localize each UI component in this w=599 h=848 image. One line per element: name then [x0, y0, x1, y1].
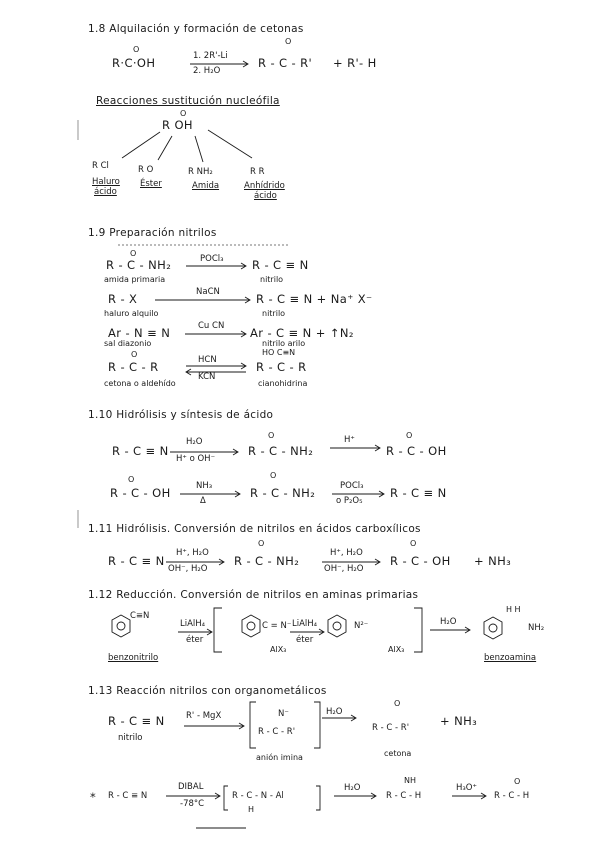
- r4b-1-9: cianohidrina: [258, 379, 308, 388]
- r3a-1-9: sal diazonio: [104, 339, 152, 348]
- reg1-last: DIBAL: [178, 782, 204, 792]
- a1-1-10: R - C ≡ N: [112, 444, 169, 458]
- r2reg-1-9: NaCN: [196, 287, 220, 297]
- arrow-to-amide: [195, 136, 203, 162]
- reg3-last: H₂O: [344, 783, 361, 793]
- r2-1-9: R - X: [108, 292, 138, 306]
- r1-1-9: R - C - NH₂: [106, 258, 172, 272]
- carbonyl-last: O: [514, 777, 521, 786]
- benzene-ring-1: [112, 615, 130, 637]
- r3p-1-9: Ar - C ≡ N + ↑N₂: [250, 326, 354, 340]
- p-label-1-13: cetona: [384, 749, 412, 758]
- r4p-1-9: R - C - R: [256, 360, 307, 374]
- carbonyl-1-11-b: O: [410, 539, 417, 548]
- reg2-1-12: éter: [186, 635, 204, 645]
- reagent-1-8-a: 1. 2R'-Li: [193, 51, 228, 61]
- mid2top-last: NH: [404, 776, 416, 785]
- bracket-right-2: [414, 608, 422, 652]
- b1reg2-1-10: Δ: [200, 496, 206, 506]
- bracket-1-13-left: [250, 702, 256, 748]
- carbonyl-1-8: O: [133, 45, 140, 54]
- mid1-1-12: C = N⁻: [262, 621, 292, 631]
- b1reg4-1-10: o P₂O₅: [336, 496, 363, 506]
- reg4-1-12: éter: [296, 635, 314, 645]
- by-1-11: + NH₃: [474, 554, 512, 568]
- benzene-ring-3: [328, 615, 346, 637]
- mid-1-13: R - C - R': [258, 727, 296, 737]
- benzene-ring-2: [242, 615, 260, 637]
- r4reg1-1-9: HCN: [198, 355, 217, 365]
- mid-last: R - C - N - Al: [232, 791, 284, 801]
- carbonyl-1-10-b: O: [406, 431, 413, 440]
- l1-1-12: benzonitrilo: [108, 653, 159, 663]
- reactant-1-8: R·C·OH: [112, 56, 156, 70]
- mid1b-1-12: AlX₃: [270, 645, 287, 654]
- r3b-1-9: nitrilo arilo: [262, 339, 306, 348]
- r2a-1-9: haluro alquilo: [104, 309, 159, 318]
- carbonyl-1-9-a: O: [130, 249, 137, 258]
- nucl-p4: R R: [250, 167, 265, 177]
- prod-1-12: NH₂: [528, 623, 545, 633]
- nucl-title: Reacciones sustitución nucleófila: [96, 95, 280, 107]
- r-last: R - C ≡ N: [108, 791, 148, 801]
- nucl-label-anhydride-a: Anhídrido: [244, 181, 285, 191]
- section-title-1-11: 1.11 Hidrólisis. Conversión de nitrilos en ácidos carboxílicos: [88, 523, 421, 535]
- bracket-last-right: [316, 786, 320, 810]
- star-mark: *: [90, 790, 97, 804]
- reg1-1-11: H⁺, H₂O: [176, 548, 209, 558]
- reg4-1-11: OH⁻, H₂O: [324, 564, 364, 574]
- r3-1-9: Ar - N ≡ N: [108, 326, 171, 340]
- r4a-1-9: cetona o aldehído: [104, 379, 176, 388]
- by-1-13: + NH₃: [440, 714, 478, 728]
- reagent-1-8-b: 2. H₂O: [193, 66, 221, 76]
- byproduct-1-8: + R'- H: [333, 56, 377, 70]
- bracket-1-13-right: [314, 702, 320, 748]
- reg5-1-12: H₂O: [440, 617, 457, 627]
- r-1-13: R - C ≡ N: [108, 714, 165, 728]
- b1p-1-10: R - C ≡ N: [390, 486, 447, 500]
- carbonyl-1-9-d: O: [131, 350, 138, 359]
- r4reg2-1-9: KCN: [198, 372, 216, 382]
- product-1-8: R - C - R': [258, 56, 313, 70]
- arrow-to-anhydride: [208, 130, 252, 158]
- nucl-p1: R Cl: [92, 161, 109, 171]
- r1a-1-9: amida primaria: [104, 275, 166, 284]
- nucl-p2: R O: [138, 165, 154, 175]
- r1p-1-9: R - C ≡ N: [252, 258, 309, 272]
- nucl-p3: R NH₂: [188, 167, 213, 177]
- l2-1-12: benzoamina: [484, 653, 537, 663]
- mid-1-11: R - C - NH₂: [234, 554, 300, 568]
- r-label-1-13: nitrilo: [118, 733, 143, 743]
- sub-1-12: C≡N: [130, 611, 150, 621]
- r1b-1-9: nitrilo: [260, 275, 284, 284]
- reg2-last: -78°C: [180, 799, 205, 809]
- midH-last: H: [248, 805, 255, 814]
- section-title-1-8: 1.8 Alquilación y formación de cetonas: [88, 23, 304, 35]
- carbonyl-1-10-c: O: [128, 475, 135, 484]
- r2b-1-9: nitrilo: [262, 309, 286, 318]
- nucl-label-ester: Éster: [140, 179, 162, 189]
- r2p-1-9: R - C ≡ N + Na⁺ X⁻: [256, 292, 373, 306]
- reg1-1-12: LiAlH₄: [180, 619, 206, 629]
- b1reg3-1-10: POCl₃: [340, 481, 364, 491]
- reg3-1-12: LiAlH₄: [292, 619, 318, 629]
- bracket-left-1: [214, 608, 222, 652]
- reg1-1-13: R' - MgX: [186, 711, 222, 721]
- mid2b-1-12: AlX₃: [388, 645, 405, 654]
- section-title-1-9: 1.9 Preparación nitrilos: [88, 227, 217, 239]
- reg2-1-13: H₂O: [326, 707, 343, 717]
- a1reg3-1-10: H⁺: [344, 435, 355, 445]
- carbonyl-1-8-product: O: [285, 37, 292, 46]
- r1reg-1-9: POCl₃: [200, 254, 224, 264]
- r-1-11: R - C ≡ N: [108, 554, 165, 568]
- bracket-last-left: [224, 786, 228, 810]
- carbonyl-1-11-a: O: [258, 539, 265, 548]
- a1p-1-10: R - C - OH: [386, 444, 447, 458]
- p-last: R - C - H: [494, 791, 530, 801]
- reg3-1-11: H⁺, H₂O: [330, 548, 363, 558]
- a1reg1-1-10: H₂O: [186, 437, 203, 447]
- prodH-1-12: H H: [506, 605, 521, 614]
- arrow-to-ester: [158, 136, 172, 160]
- arrow-to-halide: [122, 132, 160, 158]
- carbonyl-1-13: O: [394, 699, 401, 708]
- midN-1-13: N⁻: [278, 709, 289, 719]
- section-title-1-13: 1.13 Reacción nitrilos con organometálicos: [88, 685, 327, 697]
- carbonyl-1-10-a: O: [268, 431, 275, 440]
- benzene-ring-4: [484, 617, 502, 639]
- reg4-last: H₃O⁺: [456, 783, 477, 793]
- r3c-1-9: HO C≡N: [262, 348, 296, 357]
- mid-label-1-13: anión imina: [256, 753, 303, 762]
- b1-1-10: R - C - OH: [110, 486, 171, 500]
- p-1-13: R - C - R': [372, 723, 410, 733]
- nucl-label-halide-a: Haluro: [92, 177, 120, 187]
- b1mid-1-10: R - C - NH₂: [250, 486, 316, 500]
- a1mid-1-10: R - C - NH₂: [248, 444, 314, 458]
- mid2-last: R - C - H: [386, 791, 422, 801]
- a1reg2-1-10: H⁺ o OH⁻: [176, 454, 216, 464]
- b1reg1-1-10: NH₃: [196, 481, 213, 491]
- nucl-label-halide-b: ácido: [94, 187, 117, 197]
- section-title-1-12: 1.12 Reducción. Conversión de nitrilos en aminas primarias: [88, 589, 419, 601]
- nucl-label-anhydride-b: ácido: [254, 191, 277, 201]
- carbonyl-1-10-d: O: [270, 471, 277, 480]
- section-title-1-10: 1.10 Hidrólisis y síntesis de ácido: [88, 409, 274, 421]
- r3reg-1-9: Cu CN: [198, 321, 225, 331]
- nucl-label-amide: Amida: [192, 181, 220, 191]
- nucl-carbonyl: O: [180, 109, 187, 118]
- p-1-11: R - C - OH: [390, 554, 451, 568]
- reg2-1-11: OH⁻, H₂O: [168, 564, 208, 574]
- r4-1-9: R - C - R: [108, 360, 159, 374]
- mid2-1-12: N²⁻: [354, 621, 369, 631]
- nucl-center: R OH: [162, 118, 193, 132]
